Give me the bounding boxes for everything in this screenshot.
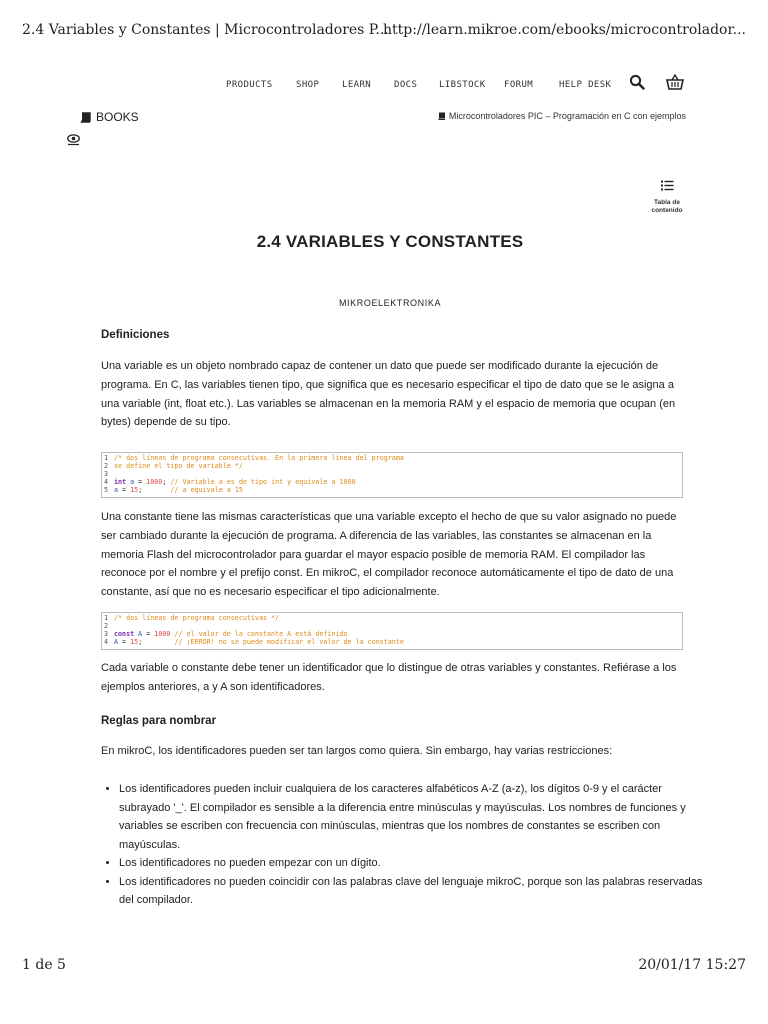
toc-label: Tabla de contenido [651, 199, 683, 214]
nav-shop[interactable]: SHOP [296, 80, 320, 90]
print-page-title: 2.4 Variables y Constantes | Microcontroladores P... [22, 22, 389, 38]
code-line: 2 [104, 621, 109, 630]
code-line: 1 /* dos líneas de programa consecutivas */ [104, 614, 280, 622]
nav-help-desk[interactable]: HELP DESK [559, 80, 612, 90]
list-icon [661, 178, 674, 195]
code-line: 5 a = 15; // a equivale a 15 [104, 485, 243, 494]
paragraph-identificadores: Cada variable o constante debe tener un identificador que lo distingue de otras variables y constantes. Refiérase a los ejemplos anteriores, a y A son identificadores. [101, 662, 677, 693]
book-icon [438, 112, 446, 122]
breadcrumb[interactable] [438, 111, 686, 122]
basket-icon[interactable] [666, 74, 684, 92]
code-block-constantes [101, 612, 683, 650]
code-line: 4 A = 15; // ¡ERROR! no se puede modificar el valor de la constante [104, 637, 404, 646]
code-line: 2 se define el tipo de variable */ [104, 461, 243, 470]
print-page-url[interactable]: http://learn.mikroe.com/ebooks/microcontrolador... [383, 22, 746, 38]
paragraph-constantes: Una constante tiene las mismas características que una variable excepto el hecho de que su valor asignado no puede ser cambiado durante la ejecución de programa. A diferencia de las variables, las constantes se almacenan en la memoria Flash del microcontrolador para guardar el mayor espacio posible de memoria RAM. El compilador las reconoce por el nombre y el prefijo const. En mikroC, el compilador reconoce automáticamente el tipo de dato de una constante, así que no es necesario especificar el tipo adicionalmente. [101, 511, 677, 599]
books-label: BOOKS [96, 110, 139, 124]
code-line: 3 [104, 469, 109, 478]
code-block-variables [101, 452, 683, 498]
code-line: 3 const A = 1000 // el valor de la constante A está definido [104, 629, 348, 638]
heading-reglas: Reglas para nombrar [101, 715, 217, 727]
code-line: 1 /* dos líneas de programa consecutivas. En la primera línea del programa [104, 454, 404, 462]
nav-products[interactable]: PRODUCTS [226, 80, 273, 90]
code-line: 4 int a = 1000; // Variable a es de tipo int y equivale a 1000 [104, 477, 356, 486]
author-name[interactable]: MIKROELEKTRONIKA [338, 298, 442, 308]
list-item: • Los identificadores no pueden empezar con un dígito. [119, 854, 709, 873]
search-icon[interactable] [629, 74, 647, 92]
list-item: • Los identificadores pueden incluir cualquiera de los caracteres alfabéticos A-Z (a-z), los dígitos 0-9 y el carácter subrayado '_'. El compilador es sensible a la diferencia entre minúsculas y mayúsculas. Los nombres de funciones y variables se escriben con frecuencia con minúsculas, mientras que los nombres de constantes se escriben con mayúsculas. [119, 780, 709, 854]
print-footer [22, 957, 746, 977]
page-number: 1 de 5 [22, 957, 66, 973]
paragraph-variables: Una variable es un objeto nombrado capaz de contener un dato que puede ser modificado durante la ejecución de programa. En C, las variables tienen tipo, que significa que es necesario especificar el tipo de dato que se le asigna a una variable (int, float etc.). Las variables se almacenan en la memoria RAM y el espacio de memoria que ocupan (en bytes) depende de su tipo. [101, 360, 676, 429]
paragraph-restricciones: En mikroC, los identificadores pueden ser tan largos como quiera. Sin embargo, hay varias restricciones: [101, 745, 613, 757]
print-datetime: 20/01/17 15:27 [638, 957, 746, 973]
books-link[interactable] [80, 110, 139, 126]
top-navigation [226, 80, 688, 94]
nav-docs[interactable]: DOCS [394, 80, 418, 90]
print-header [22, 22, 746, 42]
page-title: 2.4 VARIABLES Y CONSTANTES [256, 232, 524, 251]
table-of-contents-button[interactable] [646, 178, 688, 215]
list-item: • Los identificadores no pueden coincidir con las palabras clave del lenguaje mikroC, porque son las palabras reservadas del compilador. [119, 873, 709, 910]
eye-icon[interactable] [67, 133, 80, 151]
book-icon [80, 112, 91, 126]
nav-libstock[interactable]: LIBSTOCK [439, 80, 486, 90]
nav-forum[interactable]: FORUM [504, 80, 534, 90]
nav-learn[interactable]: LEARN [342, 80, 372, 90]
heading-definiciones: Definiciones [101, 329, 170, 341]
breadcrumb-label: Microcontroladores PIC – Programación en C con ejemplos [448, 111, 686, 121]
rules-list [101, 780, 709, 910]
